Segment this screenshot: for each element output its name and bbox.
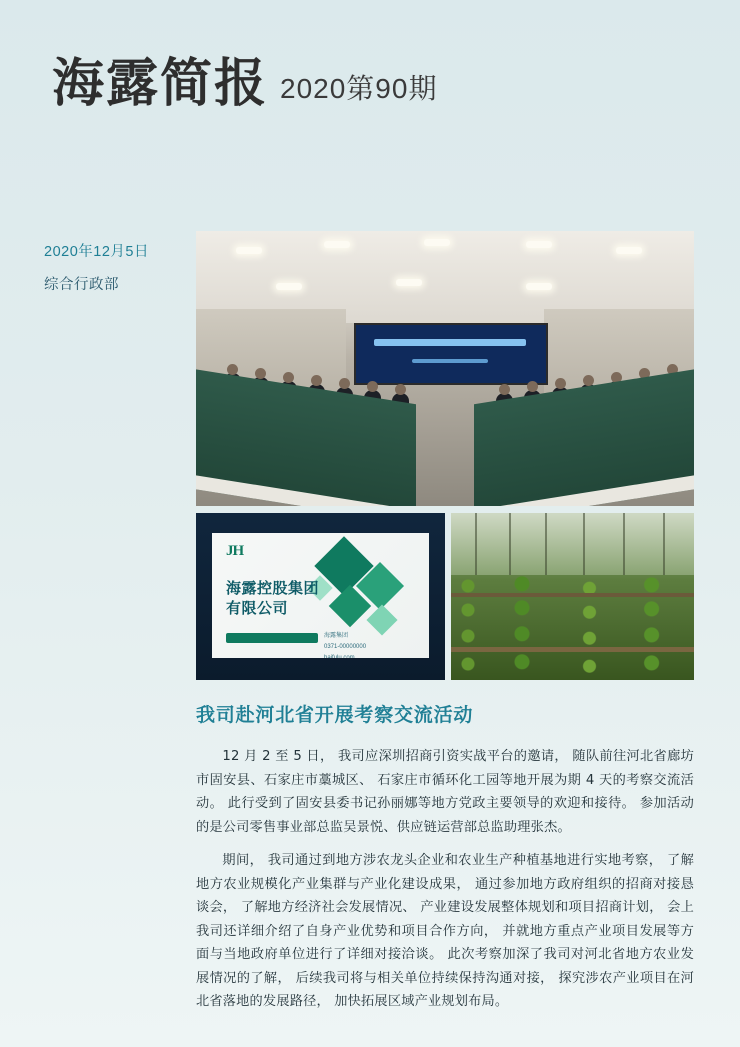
publish-date: 2020年12月5日 [44, 244, 149, 260]
article-paragraph-1: 12 月 2 至 5 日， 我司应深圳招商引资实战平台的邀请， 随队前往河北省廊坊市固安县、石家庄市藁城区、 石家庄市循环化工园等地开展为期 4 天的考察交流活动。 此行受到了固安县委书记孙丽娜等地方党政主要领导的欢迎和接待。 参加活动的是公司零售事业部总监吴景悦、供应链运营部总监助理张杰。 [196, 749, 694, 835]
photo-company-slide [196, 513, 445, 680]
page-title: 海露简报 [52, 54, 269, 114]
greenhouse-roof [451, 513, 694, 575]
conference-room-illustration [196, 231, 694, 506]
masthead-inner [52, 54, 438, 114]
slide-board [212, 533, 429, 658]
company-logo: JH [226, 543, 244, 559]
masthead [0, 0, 740, 176]
greenhouse-illustration [451, 513, 694, 680]
slide-company-name: 海露控股集团 有限公司 [226, 580, 320, 618]
issue-number: 2020第90期 [280, 73, 438, 104]
slide-contact-info: 海露集团 0371-00000000 haifulu.com [324, 633, 367, 658]
photo-greenhouse [451, 513, 694, 680]
issuing-department: 综合行政部 [44, 277, 119, 293]
slide-accent-bar [226, 633, 318, 643]
slide-illustration [196, 513, 445, 680]
article [196, 700, 694, 1024]
meta-column [44, 240, 184, 294]
article-paragraph-2: 期间， 我司通过到地方涉农龙头企业和农业生产种植基地进行实地考察， 了解地方农业规模化产业集群与产业化建设成果， 通过参加地方政府组织的招商对接恳谈会， 了解地方经济社会发展情况、 产业建设发展整体规划和项目招商计划， 会上我司还详细介绍了自身产业优势和项目合作方向， 并就地方重点产业项目发展等方面与当地政府单位进行了详细对接洽谈。 此次考察加深了我司对河北省地方农业发展情况的了解， 后续我司将与相关单位持续保持沟通对接， 探究涉农产业项目在河北省落地的发展路径， 加快拓展区域产业规划布局。 [196, 853, 694, 1009]
article-title: 我司赴河北省开展考察交流活动 [196, 704, 474, 726]
photo-conference-room [196, 231, 694, 506]
